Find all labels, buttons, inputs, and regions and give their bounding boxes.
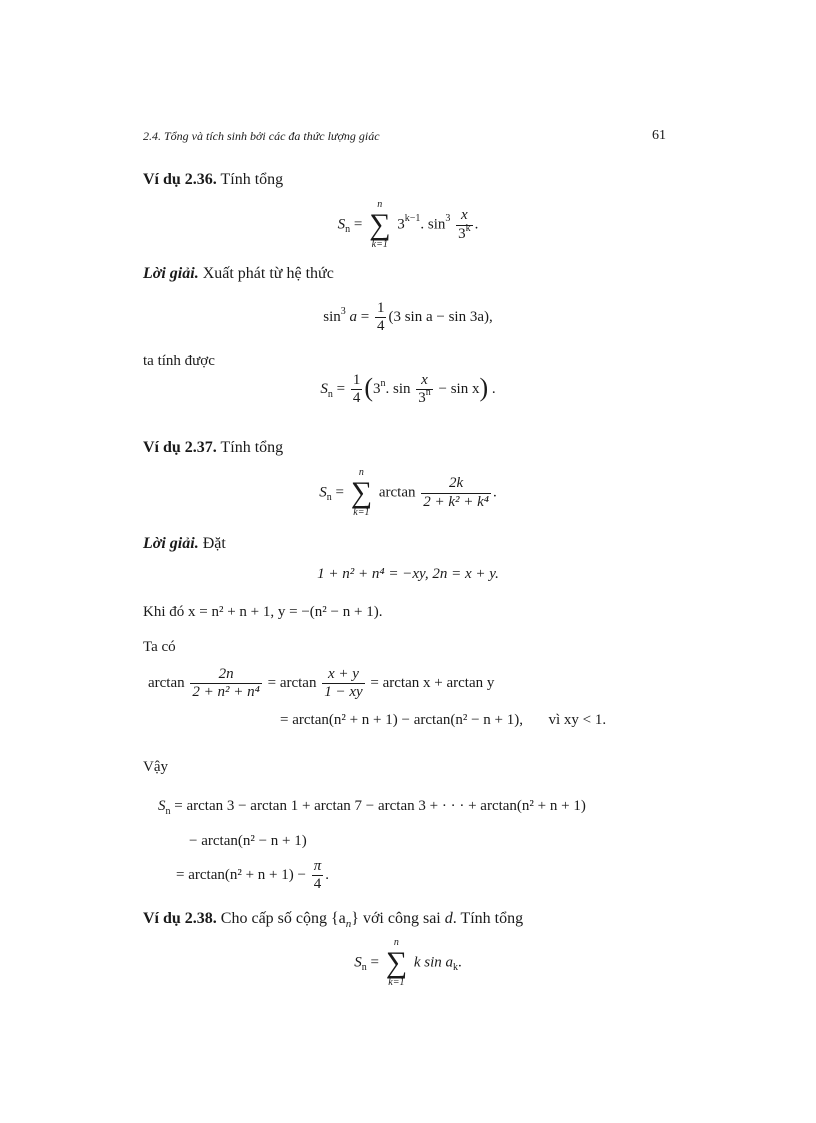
- fraction: $\frac{x}{3^n}$: [418, 372, 431, 407]
- formula-2-38: $S_n$ = n ∑ k=1 k $\sin a_k$.: [354, 937, 462, 988]
- running-header: 2.4. Tổng và tích sinh bởi các đa thức lượng giác: [143, 129, 380, 143]
- final-line-1: $S_n = \arctan 3 - \arctan 1 + \arctan 7 - \arctan 3$ + · · · + arctan(n² + n + 1): [158, 798, 586, 817]
- summation-sign: n ∑ k=1: [385, 937, 408, 988]
- solution-2-37-heading: [143, 536, 226, 552]
- fraction: $\frac{1}{4}$: [352, 372, 361, 407]
- page-number: 61: [652, 128, 666, 143]
- result-formula: $S_n$ = $\frac{1}{4}$ (3$^n$. sin $\frac{x}{3^n}$ − sin x) .: [320, 372, 496, 407]
- result-text: ta tính được: [143, 353, 215, 369]
- example-label: Ví dụ 2.37.: [143, 439, 217, 456]
- formula-2-37: $S_n$ = n ∑ k=1 arctan $\frac{2k}{\text{2 + k² + k⁴}}$ .: [319, 467, 497, 518]
- example-label: Ví dụ 2.36.: [143, 171, 217, 188]
- example-text: Tính tổng: [220, 171, 284, 188]
- identity-formula: $\sin^3 a$ = $\frac{1}{4}$ (3 sin a − sin 3a),: [323, 300, 493, 335]
- fraction: $\frac{x + y}{1 - xy}$: [324, 666, 363, 701]
- fraction: $\frac{\pi}{4}$: [313, 858, 322, 893]
- fraction: $\frac{x}{3^k}$: [458, 207, 471, 242]
- solution-text: Đặt: [202, 535, 226, 552]
- substitution-formula: 1 + n² + n⁴ = −xy, 2n = x + y.: [317, 566, 499, 582]
- arctan-line-1: arctan $\frac{2n}{\text{2 + n² + n⁴}}$ = arctan $\frac{x + y}{1 - xy}$ = arctan x + arctan y: [148, 666, 495, 701]
- vay-line: Vậy: [143, 759, 168, 775]
- solution-label: Lời giải.: [143, 535, 199, 552]
- arctan-line-2: = arctan(n² + n + 1) − arctan(n² − n + 1), vì xy < 1.: [280, 712, 607, 728]
- example-text: Tính tổng: [220, 439, 284, 456]
- solution-text: Xuất phát từ hệ thức: [202, 265, 334, 282]
- khi-do-line: Khi đó x = n² + n + 1, y = −(n² − n + 1).: [143, 604, 383, 620]
- example-2-38-heading: Ví dụ 2.38. Cho cấp số cộng $\{a_n\}$ với công sai d. Tính tổng: [143, 910, 524, 930]
- summation-sign: n ∑ k=1: [350, 467, 373, 518]
- final-line-3: = arctan(n² + n + 1) − $\frac{\pi}{4}$ .: [176, 858, 329, 893]
- ta-co-line: Ta có: [143, 639, 176, 655]
- fraction: $\frac{2k}{\text{2 + k² + k⁴}}$: [423, 475, 490, 510]
- fraction: $\frac{2n}{\text{2 + n² + n⁴}}$: [192, 666, 260, 701]
- example-2-37-heading: [143, 440, 283, 456]
- example-2-36-heading: [143, 172, 283, 188]
- example-label: Ví dụ 2.38.: [143, 910, 217, 927]
- formula-2-36: $S_n$ = n ∑ k=1 $3^{k-1}$. $\sin^3$ $\frac{x}{3^k}$ .: [337, 199, 479, 250]
- summation-sign: n ∑ k=1: [369, 199, 391, 250]
- fraction: $\frac{1}{4}$: [376, 300, 385, 335]
- solution-2-36-heading: [143, 266, 334, 282]
- final-line-2: − arctan(n² − n + 1): [189, 833, 307, 849]
- solution-label: Lời giải.: [143, 265, 199, 282]
